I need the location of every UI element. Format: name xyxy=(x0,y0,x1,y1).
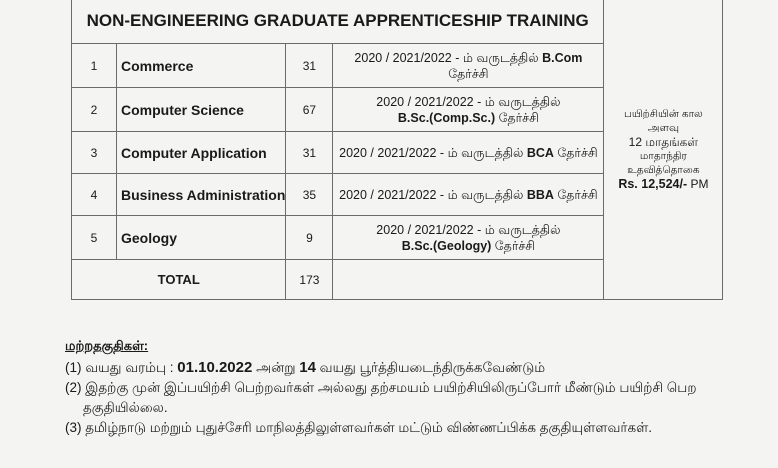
eligibility xyxy=(333,88,604,132)
note-text: வயது பூர்த்தியடைந்திருக்கவேண்டும் xyxy=(315,360,546,375)
seat-count: 9 xyxy=(286,216,333,260)
eligibility-pass: தேர்ச்சி xyxy=(553,145,598,160)
duration-label: பயிற்சியின் கால xyxy=(624,107,703,120)
total-empty-cell xyxy=(333,260,604,300)
eligibility xyxy=(333,132,604,174)
eligibility-pass: தேர்ச்சி xyxy=(495,110,539,125)
eligibility-years: 2020 / 2021/2022 - ம் வருடத்தில் xyxy=(376,94,561,109)
cutoff-date: 01.10.2022 xyxy=(177,359,253,376)
eligibility-years: 2020 / 2021/2022 - ம் வருடத்தில் xyxy=(354,50,543,65)
seat-count: 35 xyxy=(286,174,333,216)
row-number: 5 xyxy=(72,216,117,260)
eligibility xyxy=(333,44,604,88)
duration-value: 12 மாதங்கள் xyxy=(628,134,699,149)
eligibility-pass: தேர்ச்சி xyxy=(491,238,536,253)
row-number: 4 xyxy=(72,174,117,216)
apprenticeship-table xyxy=(71,0,723,300)
subject-name: Geology xyxy=(117,216,286,260)
subject-name: Computer Science xyxy=(117,88,286,132)
subject-name: Business Administration xyxy=(117,174,286,216)
note-text: அன்று xyxy=(252,360,300,375)
note-text: (1) வயது வரம்பு : xyxy=(65,360,178,375)
eligibility-years: 2020 / 2021/2022 - ம் வருடத்தில் xyxy=(376,222,561,237)
training-duration-cell xyxy=(604,0,723,300)
min-age: 14 xyxy=(299,359,316,376)
notes-heading: மற்றதகுதிகள்: xyxy=(65,338,149,353)
eligibility-degree: B.Sc.(Comp.Sc.) xyxy=(397,110,496,125)
subject-name: Commerce xyxy=(117,44,286,88)
total-label: TOTAL xyxy=(72,260,286,300)
note-text: தகுதியில்லை. xyxy=(83,400,168,415)
row-number: 2 xyxy=(72,88,117,132)
note-prior-training xyxy=(65,378,765,418)
seat-count: 67 xyxy=(286,88,333,132)
row-number: 3 xyxy=(72,132,117,174)
note-residency: (3) தமிழ்நாடு மற்றும் புதுச்சேரி மாநிலத்திலுள்ளவர்கள் மட்டும் விண்ணப்பிக்க தகுதியுள்ளவர்கள். xyxy=(65,420,653,435)
duration-label-2: அளவு xyxy=(647,121,679,134)
eligibility-pass: தேர்ச்சி xyxy=(448,66,489,81)
eligibility xyxy=(333,174,604,216)
eligibility-degree: BCA xyxy=(526,145,554,160)
stipend-unit: PM xyxy=(687,176,709,191)
total-count: 173 xyxy=(286,260,333,300)
seat-count: 31 xyxy=(286,132,333,174)
eligibility xyxy=(333,216,604,260)
note-age-limit xyxy=(65,358,765,378)
table-title: NON-ENGINEERING GRADUATE APPRENTICESHIP TRAINING xyxy=(72,0,604,44)
stipend-amount: Rs. 12,524/- xyxy=(618,176,688,191)
eligibility-years: 2020 / 2021/2022 - ம் வருடத்தில் xyxy=(339,145,527,160)
subject-name: Computer Application xyxy=(117,132,286,174)
eligibility-degree: BBA xyxy=(526,187,554,202)
eligibility-degree: B.Sc.(Geology) xyxy=(401,238,492,253)
eligibility-degree: B.Com xyxy=(542,50,583,65)
other-qualifications xyxy=(65,336,765,438)
eligibility-pass: தேர்ச்சி xyxy=(553,187,598,202)
row-number: 1 xyxy=(72,44,117,88)
seat-count: 31 xyxy=(286,44,333,88)
stipend-label: மாதாந்திர உதவித்தொகை xyxy=(627,149,700,176)
eligibility-years: 2020 / 2021/2022 - ம் வருடத்தில் xyxy=(339,187,527,202)
note-text: (2) இதற்கு முன் இப்பயிற்சி பெற்றவர்கள் அல்லது தற்சமயம் பயிற்சியிலிருப்போர் மீண்டும் பயிற்சி பெற xyxy=(65,380,697,395)
